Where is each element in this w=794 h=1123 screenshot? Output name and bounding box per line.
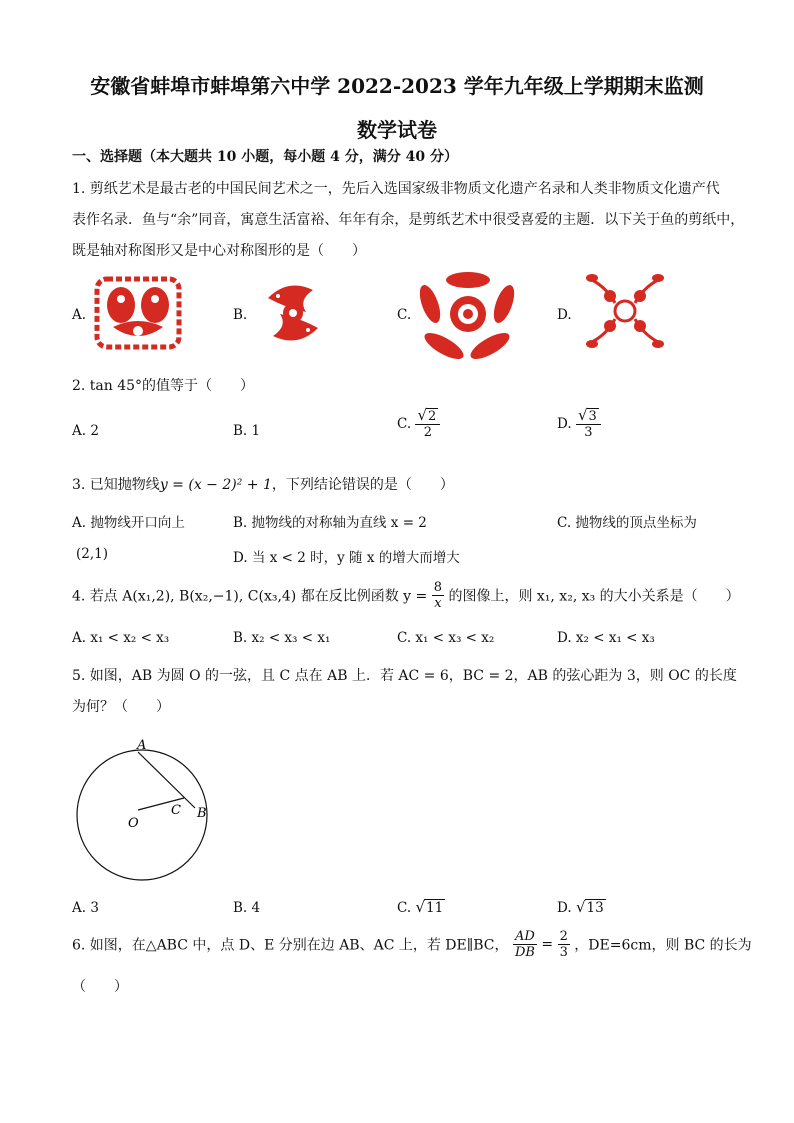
q2-option-c [397,408,440,440]
q5-option-d-radicand: 13 [586,900,604,916]
q2-option-d [557,408,601,440]
q2-option-d-fraction: $\frac{√3}{3}$ [576,408,601,440]
q6-line1-post: ，DE=6cm，则 BC 的长为 [574,937,752,954]
q4-fraction [432,580,444,611]
q2-option-b: B. 1 [233,423,261,439]
q4-stem-post: 的图像上，则 x₁, x₂, x₃ 的大小关系是（ ） [448,588,740,605]
q6-frac1-den: DB [514,945,535,960]
q1-option-a-label: A. [72,307,87,323]
q3-option-c: C. 抛物线的顶点坐标为 [557,515,697,531]
q2-option-d-denominator: 3 [584,425,593,440]
papercut-fish-d-image [582,268,668,354]
label-c: C [171,803,181,818]
q1-option-d-label: D. [557,307,572,323]
q5-option-d-label: D. [557,900,572,916]
q5-option-c: C. √11 [397,898,444,916]
q2-option-c-denominator: 2 [423,425,432,440]
q5-option-a: A. 3 [72,900,99,916]
q5-option-d: D. √13 [557,898,604,916]
q6-equals: = [541,936,554,953]
q3-formula: y = (x − 2)² + 1 [159,477,272,493]
q3-stem-post: ，下列结论错误的是（ ） [271,477,454,493]
q4-stem-pre: 4. 若点 A(x₁,2), B(x₂,−1), C(x₃,4) 都在反比例函数 y = [72,588,428,605]
q3-option-d: D. 当 x < 2 时，y 随 x 的增大而增大 [233,550,460,566]
q6-frac1-num: AD [513,929,537,945]
q2-stem: 2. tan 45°的值等于（ ） [72,378,255,394]
q4-option-c: C. x₁ < x₃ < x₂ [397,630,495,646]
q5-option-c-radicand: 11 [426,900,444,916]
chord-ab [138,752,195,808]
q1-line1: 1. 剪纸艺术是最古老的中国民间艺术之一，先后入选国家级非物质文化遗产名录和人类非物质文化遗产代 [72,181,720,197]
papercut-fish-a-image [95,275,181,351]
label-a: A [137,738,147,753]
q3-option-a: A. 抛物线开口向上 [72,515,185,531]
q3-option-c-cont: (2,1) [76,546,109,562]
q1-line2: 表作名录．鱼与“余”同音，寓意生活富裕、年年有余，是剪纸艺术中很受喜爱的主题．以下关于鱼的剪纸中， [72,212,745,228]
q5-line2: 为何？（ ） [72,699,170,715]
q4-option-a: A. x₁ < x₂ < x₃ [72,630,170,646]
q4-fraction-num: 8 [433,580,442,595]
q1-option-b-label: B. [233,307,248,323]
exam-subtitle: 数学试卷 [357,118,437,142]
q5-line1: 5. 如图，AB 为圆 O 的一弦，且 C 点在 AB 上．若 AC = 6，BC = 2，AB 的弦心距为 3，则 OC 的长度 [72,668,737,684]
q6-frac2-den: 3 [559,945,568,960]
circle-o [77,750,207,880]
q6-frac2-num: 2 [559,929,568,944]
q2-option-c-radicand: 2 [428,409,437,424]
q2-option-d-label: D. [557,416,572,432]
q2-option-a: A. 2 [72,423,99,439]
q3-stem [72,474,454,494]
q6-line1-pre: 6. 如图，在△ABC 中，点 D、E 分别在边 AB、AC 上，若 DE∥BC， [72,937,509,954]
q5-option-c-label: C. [397,900,412,916]
q6-line2: （ ） [72,979,128,995]
q6-fraction-ad-db [513,929,537,960]
q1-option-c-label: C. [397,307,412,323]
q4-option-d: D. x₂ < x₁ < x₃ [557,630,655,646]
q4-fraction-den: x [434,596,442,611]
q3-option-b: B. 抛物线的对称轴为直线 x = 2 [233,515,427,531]
q5-circle-diagram [70,735,220,885]
q1-line3: 既是轴对称图形又是中心对称图形的是（ ） [72,243,366,259]
q4-option-b: B. x₂ < x₃ < x₁ [233,630,331,646]
papercut-fish-c-image [420,268,516,358]
q5-option-b: B. 4 [233,900,261,916]
papercut-fish-b-image [258,278,328,348]
q2-option-c-fraction: $\frac{√2}{2}$ [415,408,440,440]
label-b: B [197,806,207,821]
q3-stem-pre: 3. 已知抛物线 [72,477,160,493]
q2-option-d-radicand: 3 [588,409,597,424]
q6-line1 [72,929,752,960]
exam-title: 安徽省蚌埠市蚌埠第六中学 2022-2023 学年九年级上学期期末监测 [90,74,704,98]
section-heading: 一、选择题（本大题共 10 小题，每小题 4 分，满分 40 分） [72,149,458,165]
label-o: O [128,816,139,831]
q4-stem [72,580,740,611]
q6-fraction-2-3 [558,929,570,960]
q2-option-c-label: C. [397,416,412,432]
